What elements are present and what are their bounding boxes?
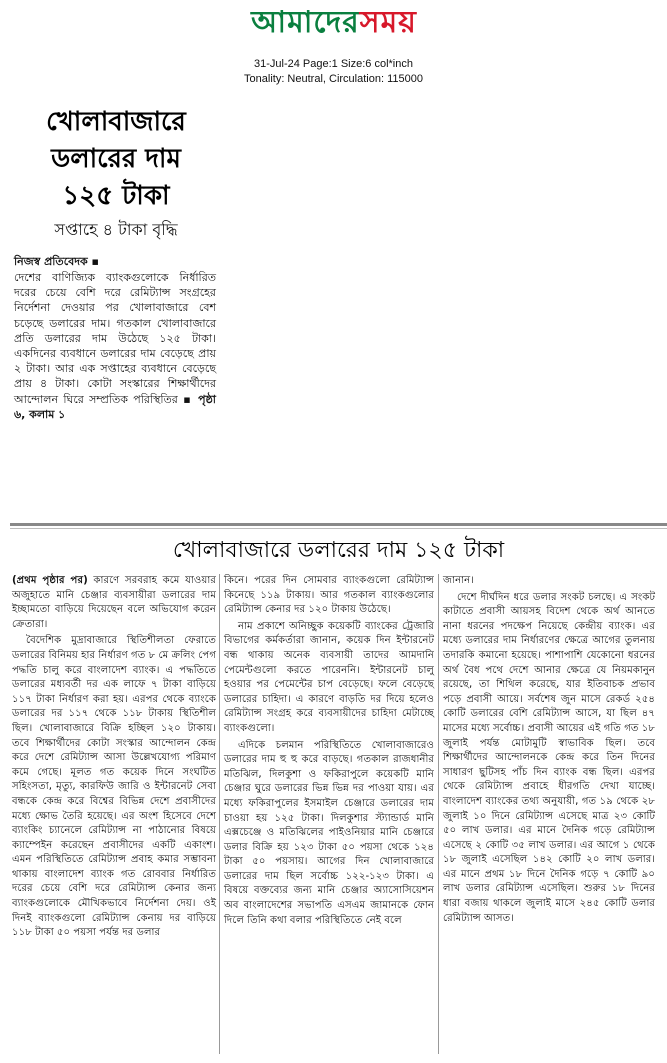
continued-reference: ▪ পৃষ্ঠা ৬, কলাম ১ xyxy=(14,392,216,421)
article-column-1 xyxy=(12,574,216,943)
clip-meta-line2: Tonality: Neutral, Circulation: 115000 xyxy=(244,73,423,85)
front-body-text: দেশের বাণিজ্যিক ব্যাংকগুলোকে নির্ধারিত দরের চেয়ে বেশি দরে রেমিট্যান্স সংগ্রহের নির্দেশনা দেওয়ার পর খোলাবাজারে বেশ চড়েছে ডলারের দাম। গতকাল খোলাবাজারে প্রতি ডলারের দাম উঠেছে ১২৫ টাকা। একদিনের ব্যবধানে ডলারের দাম বেড়েছে প্রায় ২ টাকা। আর এক সপ্তাহের ব্যবধানে বেড়েছে প্রায় ৪ টাকা। কোটা সংস্কারের শিক্ষার্থীদের আন্দোলন ঘিরে সম্প্রতিক পরিস্থিতির xyxy=(14,271,216,406)
col2-paragraph-1: কিনে। পরের দিন সোমবার ব্যাংকগুলো রেমিট্যান্স কিনেছে ১১৯ টাকায়। আর গতকাল ব্যাংকগুলোর রেমিট্যান্স কেনার দর ১২০ টাকায় উঠেছে। xyxy=(224,575,434,616)
inside-headline: খোলাবাজারে ডলারের দাম ১২৫ টাকা xyxy=(172,538,505,563)
col1-paragraph-2: বৈদেশিক মুদ্রাবাজারে স্থিতিশীলতা ফেরাতে ডলারের বিনিময় হার নির্ধারণ গত ৮ মে ক্রলিং পেগ পদ্ধতি চালু করে বাংলাদেশ ব্যাংক। এ পদ্ধতিতে ডলারের মধ্যবর্তী দর এক লাফে ৭ টাকা বাড়িয়ে ১১৭ টাকা নির্ধারণ করা হয়। এরপর থেকে ব্যাংকে ডলারের দর ১১৭ থেকে ১১৮ টাকায় স্থিতিশীল ছিল। খোলাবাজারে বিক্রি হচ্ছিল ১২০ টাকায়। তবে শিক্ষার্থীদের কোটা সংস্কার আন্দোলন কেন্দ্র করে দেশে রেমিট্যান্স আসা উল্লেখযোগ্য পরিমাণ কমে গেছে। মূলত গত কয়েক দিনে সংঘটিত সহিংসতা, মৃত্যু, কারফিউ জারি ও ইন্টারনেট সেবা বন্ধকে কেন্দ্র করে বিশ্বের বিভিন্ন দেশে প্রবাসীদের মধ্যে ক্ষোভ তৈরি হয়েছে। এর অংশ হিসেবে দেশে ব্যাংকিং চ্যানেলে রেমিট্যান্স না পাঠানোর বিষয়ে ক্যাম্পেইন করেছেন প্রবাসীদের একটি একাংশ। এমন পরিস্থিতিতে রেমিট্যান্স প্রবাহ কমার সম্ভাবনা থাকায় বাংলাদেশ ব্যাংক গত রোববার নির্ধারিত দরের চেয়ে বেশি দরে রেমিট্যান্স কেনার জন্য ব্যাংকগুলোকে মৌখিকভাবে নির্দেশনা দেয়। ওই দিনই ব্যাংকগুলো রেমিট্যান্স কেনায় দর বাড়িয়ে ১১৮ টাকা ৫০ পয়সা পর্যন্ত দর ডলার xyxy=(12,635,216,939)
clip-meta-line1: 31-Jul-24 Page:1 Size:6 col*inch xyxy=(254,58,413,70)
front-headline-line2: ডলারের দাম xyxy=(51,144,181,174)
col2-paragraph-3: এদিকে চলমান পরিস্থিতিতে খোলাবাজারেও ডলারের দাম হু হু করে বাড়ছে। গতকাল রাজধানীর মতিঝিল, দিলকুশা ও ফকিরাপুলে কয়েকটি মানি চেঞ্জার ঘুরে ডলারের ভিন্ন ভিন্ন দর পাওয়া যায়। এর মধ্যে ফকিরাপুলের ইসমাইল চেঞ্জারে ডলারের দাম চাওয়া হয় ১২৫ টাকা। দিলকুশার স্ট্যান্ডার্ড মানি এক্সচেঞ্জে ও মতিঝিলের পাইওনিয়ার মানি চেঞ্জারে ডলার বিক্রি হয় ১২৩ টাকা ৫০ পয়সা থেকে ১২৪ টাকা ৫০ পয়সায়। আগের দিন খোলাবাজারে ডলারের দাম ছিল সর্বোচ্চ ১২২-১২৩ টাকা। এ বিষয়ে বক্তব্যের জন্য মানি চেঞ্জার অ্যাসোসিয়েশন অব বাংলাদেশের সভাপতি এসএম জামানকে ফোন দিলে তিনি কথা বলার পরিস্থিতিতে নেই বলে xyxy=(224,739,434,926)
front-body xyxy=(14,270,216,422)
front-headline-line3: ১২৫ টাকা xyxy=(62,181,170,211)
col2-paragraph-2: নাম প্রকাশে অনিচ্ছুক কয়েকটি ব্যাংকের ট্রেজারি বিভাগের কর্মকর্তারা জানান, কয়েক দিন ইন্টারনেট বন্ধ থাকায় অনেক ব্যবসায়ী তাদের আমদানি পেমেন্টগুলো করতে পারেননি। ইন্টারনেট চালু হওয়ার পর পেমেন্টের চাপ বেড়েছে। ফলে বেড়েছে ডলারের চাহিদা। এ কারণে বাড়তি দর দিয়ে হলেও রেমিট্যান্স সংগ্রহ করে ব্যবসায়ীদের চাহিদা মেটাচ্ছে ব্যাংকগুলো। xyxy=(224,620,434,734)
logo-part-red: সময় xyxy=(359,5,417,40)
article-column-3 xyxy=(443,574,655,928)
newspaper-logo xyxy=(198,2,470,44)
front-headline xyxy=(18,104,214,215)
col3-paragraph-2: দেশে দীর্ঘদিন ধরে ডলার সংকট চলছে। এ সংকট কাটাতে প্রবাসী আয়সহ বিদেশ থেকে অর্থ আনতে নানা ধরনের পদক্ষেপ নিয়েছে কেন্দ্রীয় ব্যাংক। এর মধ্যে ডলারের দাম নির্ধারণের ক্ষেত্রে আগের তুলনায় তদারকি কমানো হয়েছে। পাশাপাশি যেকোনো ধরনের অর্থ বৈধ পথে দেশে আনার ক্ষেত্রে যে নিয়মকানুন রয়েছে, তা শিথিল করেছে, যার ইতিবাচক প্রভাব পড়ে প্রবাসী আয়ে। সর্বশেষ জুন মাসে রেকর্ড ২৫৪ কোটি ডলারের বেশি রেমিট্যান্স আসে, যা ছিল ৪৭ মাসের মধ্যে সর্বোচ্চ। প্রবাসী আয়ের এই গতি গত ১৮ জুলাই পর্যন্ত মোটামুটি স্বাভাবিক ছিল। তবে শিক্ষার্থীদের আন্দোলনকে কেন্দ্র করে তিন দিনের সাধারণ ছুটিসহ পাঁচ দিন ব্যাংক বন্ধ ছিল। এরপর থেকে রেমিট্যান্স প্রবাহে ধীরগতি দেখা যাচ্ছে। বাংলাদেশ ব্যাংকের তথ্য অনুযায়ী, গত ১৯ থেকে ২৮ জুলাই ১০ দিনে রেমিট্যান্স এসেছে মাত্র ২৩ কোটি ৫০ লাখ ডলার। এর মানে দৈনিক গড়ে রেমিট্যান্স এসেছে ২ কোটি ৩৫ লাখ ডলার। এর আগে ১ থেকে ১৮ জুলাই এসেছিল ১৪২ কোটি ২০ লাখ ডলার। এর মানে প্রথম ১৮ দিনে দৈনিক গড়ে ৭ কোটি ৯০ লাখ ডলার রেমিট্যান্স এসেছিল। শুরুর ১৮ দিনের ধারা বজায় থাকলে জুলাই মাসে ২৪৫ কোটি ডলার রেমিট্যান্স আসত। xyxy=(443,591,655,924)
col3-paragraph-1: জানান। xyxy=(443,575,474,586)
logo-part-green: আমাদের xyxy=(251,5,360,40)
reporter-byline: নিজস্ব প্রতিবেদক ▪ xyxy=(14,255,99,268)
section-divider xyxy=(10,523,667,526)
col1-paragraph-1: কারণে সরবরাহ কমে যাওয়ার অজুহাতে মানি চেঞ্জার ব্যবসায়ীরা ডলারের দাম ইচ্ছামতো বাড়িয়ে দিয়েছেন বলে অভিযোগ করেন ক্রেতারা। xyxy=(12,575,216,630)
front-subhead: সপ্তাহে ৪ টাকা বৃদ্ধি xyxy=(54,220,178,239)
column-rule xyxy=(438,574,439,1054)
continued-from-label: (প্রথম পৃষ্ঠার পর) xyxy=(12,575,88,586)
article-column-2 xyxy=(224,574,434,930)
column-rule xyxy=(219,574,220,1054)
front-headline-line1: খোলাবাজারে xyxy=(46,107,186,137)
masthead xyxy=(0,0,667,50)
section-divider-thin xyxy=(10,528,667,529)
